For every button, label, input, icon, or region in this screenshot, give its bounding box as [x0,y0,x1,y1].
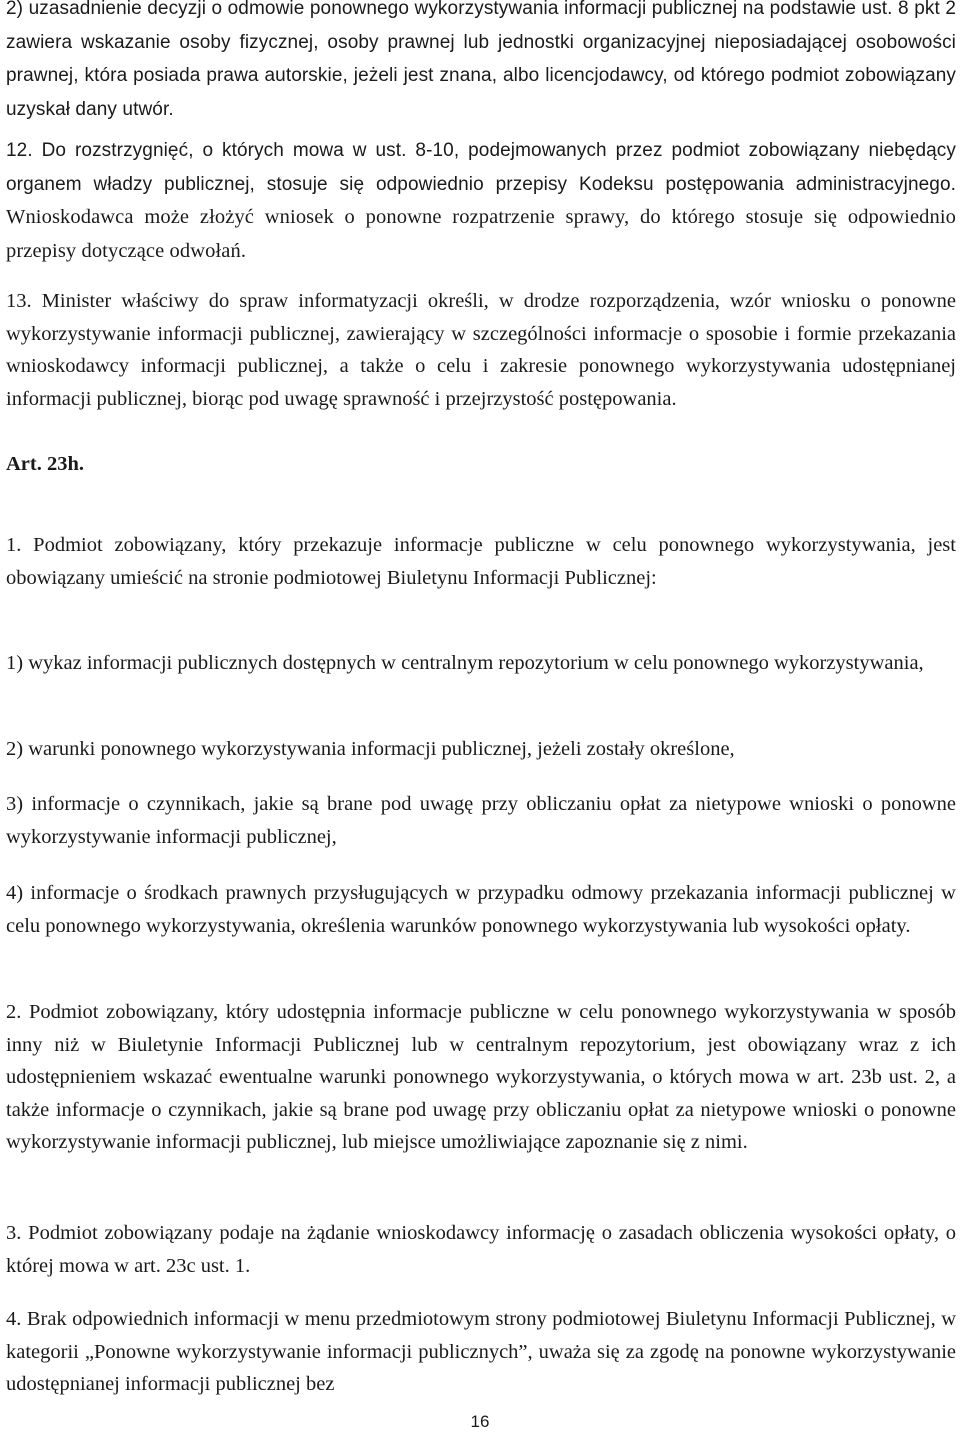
article-ust1-item3: 3) informacje o czynnikach, jakie są brane pod uwagę przy obliczaniu opłat za nietypowe wnioski o ponowne wykorzystywanie informacji publicznej, [6,793,956,848]
article-ust1-item1: 1) wykaz informacji publicznych dostępnych w centralnym repozytorium w celu ponownego wykorzystywania, [6,652,924,674]
article-heading: Art. 23h. [6,453,85,475]
article-ust4: 4. Brak odpowiednich informacji w menu przedmiotowym strony podmiotowej Biuletynu Informacji Publicznej, w kategorii „Ponowne wykorzystywanie informacji publicznych”, uważa się za zgodę na ponowne wykorzystywanie udostępnianej informacji publicznej bez [6,1308,956,1395]
paragraph-ust13: 13. Minister właściwy do spraw informatyzacji określi, w drodze rozporządzenia, wzór wniosku o ponowne wykorzystywanie informacji publicznej, zawierający w szczególności informacje o sposobie i formie przekazania wnioskodawcy informacji publicznej, a także o celu i zakresie ponownego wykorzystywania udostępnianej informacji publicznej, biorąc pod uwagę sprawność i przejrzystość postępowania. [6,290,956,410]
paragraph-ust12 [6,134,956,268]
article-ust1-item2: 2) warunki ponownego wykorzystywania informacji publicznej, jeżeli zostały określone, [6,738,735,760]
page-number: 16 [470,1412,490,1431]
paragraph-ust12-part-a: 12. Do rozstrzygnięć, o których mowa w ust. 8-10, podejmowanych przez podmiot zobowiązany niebędący organem władzy publicznej, stosuje się odpowiednio przepisy Kodeksu postępowania administracyjnego. [6,140,956,195]
article-ust3: 3. Podmiot zobowiązany podaje na żądanie wnioskodawcy informację o zasadach obliczenia wysokości opłaty, o której mowa w art. 23c ust. 1. [6,1222,956,1277]
article-ust1-item4: 4) informacje o środkach prawnych przysługujących w przypadku odmowy przekazania informacji publicznej w celu ponownego wykorzystywania, określenia warunków ponownego wykorzystywania lub wysokości opłaty. [6,882,956,937]
article-ust2: 2. Podmiot zobowiązany, który udostępnia informacje publiczne w celu ponownego wykorzystywania w sposób inny niż w Biuletynie Informacji Publicznej lub w centralnym repozytorium, jest obowiązany wraz z ich udostępnieniem wskazać ewentualne warunki ponownego wykorzystywania, o których mowa w art. 23b ust. 2, a także informacje o czynnikach, jakie są brane pod uwagę przy obliczaniu opłat za nietypowe wnioski o ponowne wykorzystywanie informacji publicznej, lub miejsce umożliwiające zapoznanie się z nimi. [6,1001,956,1153]
article-ust1: 1. Podmiot zobowiązany, który przekazuje informacje publiczne w celu ponownego wykorzystywania, jest obowiązany umieścić na stronie podmiotowej Biuletynu Informacji Publicznej: [6,534,956,589]
paragraph-ust12-part-b: Wnioskodawca może złożyć wniosek o ponowne rozpatrzenie sprawy, do którego stosuje się odpowiednio przepisy dotyczące odwołań. [6,206,956,262]
paragraph-ust8-item2: 2) uzasadnienie decyzji o odmowie ponownego wykorzystywania informacji publicznej na podstawie ust. 8 pkt 2 zawiera wskazanie osoby fizycznej, osoby prawnej lub jednostki organizacyjnej nieposiadającej osobowości prawnej, która posiada prawa autorskie, jeżeli jest znana, albo licencjodawcy, od którego podmiot zobowiązany uzyskał dany utwór. [6,0,956,120]
